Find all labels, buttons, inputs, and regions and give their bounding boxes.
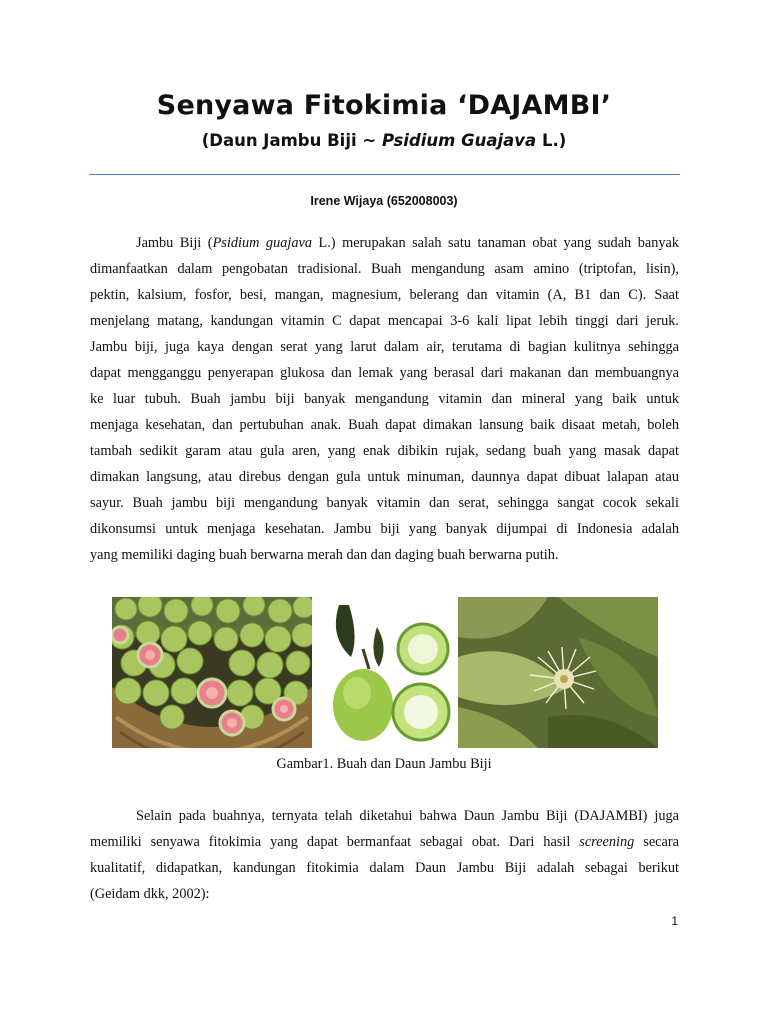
- page-subtitle: [0, 131, 768, 150]
- paragraph-1-line: menjelang matang, kandungan vitamin C dapat mencapai 3-6 kali lipat lebih tinggi dari jeruk.: [90, 313, 679, 329]
- paragraph-1-line: yang memiliki daging buah berwarna merah dan dan daging buah berwarna putih.: [90, 547, 559, 563]
- paragraph-1-line: [90, 230, 679, 256]
- figure-images: [112, 597, 658, 748]
- paragraph-1-line: dikonsumsi untuk menjaga kesehatan. Jambu biji yang banyak dijumpai di Indonesia adalah: [90, 521, 679, 537]
- guava-fruit-halves-photo: [319, 597, 452, 748]
- paragraph-2-line: (Geidam dkk, 2002):: [90, 886, 210, 902]
- body-paragraph-2: [90, 803, 679, 907]
- paragraph-1-text: Jambu Biji (: [136, 235, 213, 251]
- paragraph-1-italic-term: Psidium guajava: [212, 235, 312, 251]
- paragraph-2-line: [90, 829, 679, 855]
- paragraph-1-text: L.) merupakan salah satu tanaman obat yang sudah banyak: [312, 235, 679, 251]
- paragraph-1-line: ke luar tubuh. Buah jambu biji banyak mengandung vitamin dan mineral yang baik untuk: [90, 391, 679, 407]
- paragraph-1-line: sayur. Buah jambu biji mengandung banyak vitamin dan serat, sehingga sangat cocok sekali: [90, 495, 679, 511]
- paragraph-2-line: kualitatif, didapatkan, kandungan fitokimia dalam Daun Jambu Biji adalah sebagai berikut: [90, 860, 679, 876]
- paragraph-1-line: dimanfaatkan dalam pengobatan tradisional. Buah mengandung asam amino (triptofan, lisin),: [90, 261, 679, 277]
- paragraph-1-line: pektin, kalsium, fosfor, besi, mangan, magnesium, belerang dan vitamin (A, B1 dan C). Saat: [90, 287, 679, 303]
- paragraph-2-text: secara: [634, 834, 679, 850]
- subtitle-italic: Psidium Guajava: [381, 131, 537, 150]
- paragraph-1-line: Jambu biji, juga kaya dengan serat yang larut dalam air, terutama di bagian kulitnya sehingga: [90, 339, 679, 355]
- figure-caption: Gambar1. Buah dan Daun Jambu Biji: [276, 756, 492, 772]
- guava-basket-photo: [112, 597, 312, 748]
- paragraph-1-line: dimakan langsung, atau direbus dengan gula untuk minuman, daunnya dapat dibuat lalapan atau: [90, 469, 679, 485]
- body-paragraph-1: [90, 230, 679, 568]
- page-title: Senyawa Fitokimia ‘DAJAMBI’: [156, 90, 612, 121]
- subtitle-close: L.): [536, 131, 567, 150]
- title-divider: [89, 174, 680, 175]
- subtitle-open: (Daun Jambu Biji ~: [201, 131, 382, 150]
- paragraph-1-line: tambah sedikit garam atau gula aren, yang enak dibikin rujak, sedang buah yang masak dapat: [90, 443, 679, 459]
- page-number: 1: [671, 914, 678, 928]
- paragraph-1-line: dapat mengganggu penyerapan glukosa dan lemak yang berasal dari makanan dan membuangnya: [90, 365, 679, 381]
- paragraph-2-text: memiliki senyawa fitokimia yang dapat bermanfaat sebagai obat. Dari hasil: [90, 834, 580, 850]
- author-line: Irene Wijaya (652008003): [310, 194, 458, 208]
- paragraph-1-line: menjaga kesehatan, dan pertubuhan anak. Buah dapat dimakan lansung baik disaat metah, boleh: [90, 417, 679, 433]
- paragraph-2-line: Selain pada buahnya, ternyata telah diketahui bahwa Daun Jambu Biji (DAJAMBI) juga: [136, 808, 679, 824]
- paragraph-2-italic-term: screening: [579, 834, 635, 850]
- guava-flower-photo: [458, 597, 658, 748]
